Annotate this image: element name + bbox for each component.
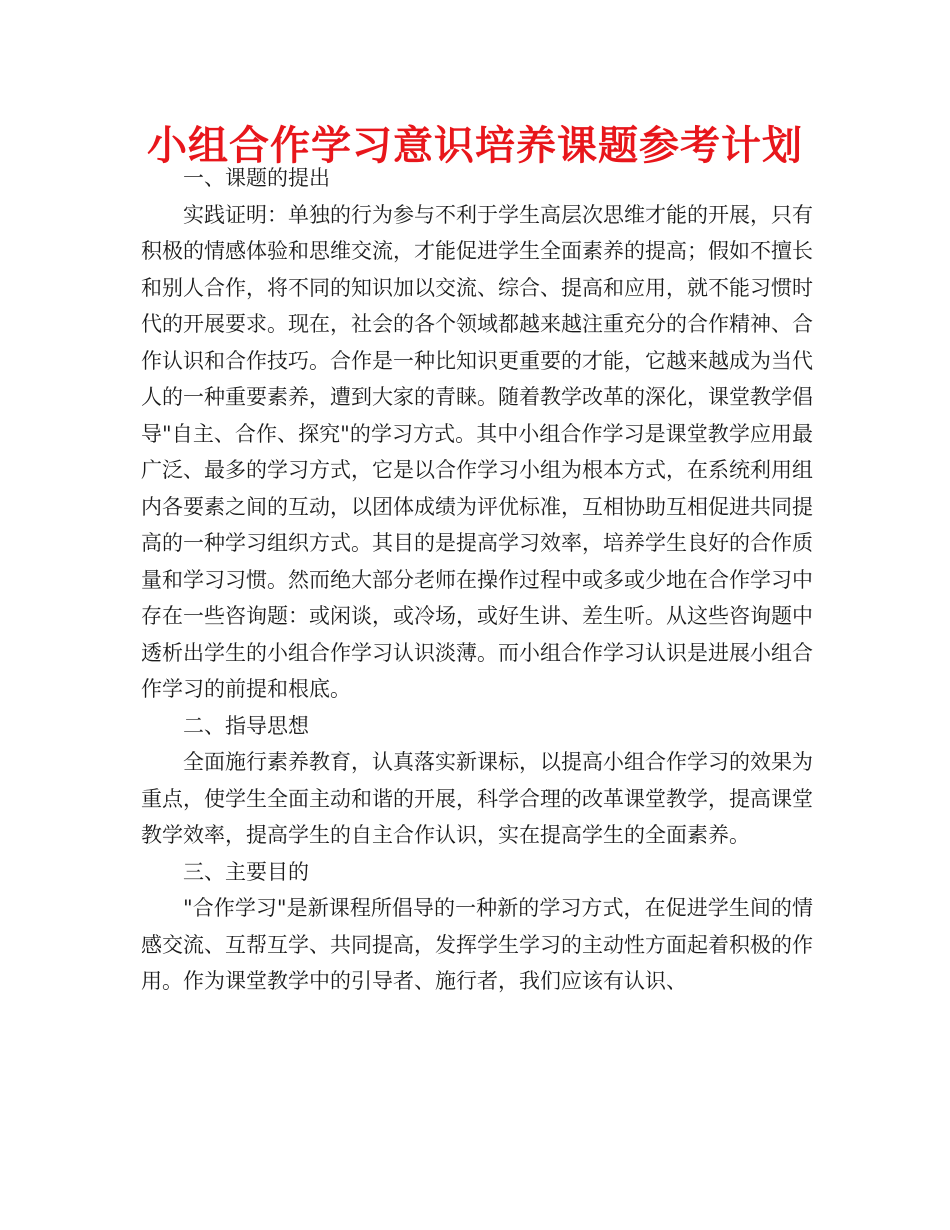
document-body (141, 160, 813, 1000)
section-paragraph-1: 实践证明：单独的行为参与不利于学生高层次思维才能的开展，只有积极的情感体验和思维交流，才能促进学生全面素养的提高；假如不擅长和别人合作，将不同的知识加以交流、综合、提高和应用，就不能习惯时代的开展要求。现在，社会的各个领域都越来越注重充分的合作精神、合作认识和合作技巧。合作是一种比知识更重要的才能，它越来越成为当代人的一种重要素养，遭到大家的青睐。随着教学改革的深化，课堂教学倡导"自主、合作、探究"的学习方式。其中小组合作学习是课堂教学应用最广泛、最多的学习方式，它是以合作学习小组为根本方式，在系统利用组内各要素之间的互动，以团体成绩为评优标准，互相协助互相促进共同提高的一种学习组织方式。其目的是提高学习效率，培养学生良好的合作质量和学习习惯。然而绝大部分老师在操作过程中或多或少地在合作学习中存在一些咨询题：或闲谈，或冷场，或好生讲、差生听。从这些咨询题中透析出学生的小组合作学习认识淡薄。而小组合作学习认识是进展小组合作学习的前提和根底。 (141, 202, 813, 701)
section-paragraph-3: "合作学习"是新课程所倡导的一种新的学习方式，在促进学生间的情感交流、互帮互学、共同提高，发挥学生学习的主动性方面起着积极的作用。作为课堂教学中的引导者、施行者，我们应该有认识、 (141, 896, 813, 993)
section-heading-3: 三、主要目的 (183, 859, 309, 884)
section-paragraph-2: 全面施行素养教育，认真落实新课标，以提高小组合作学习的效果为重点，使学生全面主动和谐的开展，科学合理的改革课堂教学，提高课堂教学效率，提高学生的自主合作认识，实在提高学生的全面素养。 (141, 750, 813, 847)
document-title: 小组合作学习意识培养课题参考计划 (147, 123, 803, 169)
section-heading-2: 二、指导思想 (183, 713, 309, 738)
section-heading-1: 一、课题的提出 (183, 166, 330, 190)
